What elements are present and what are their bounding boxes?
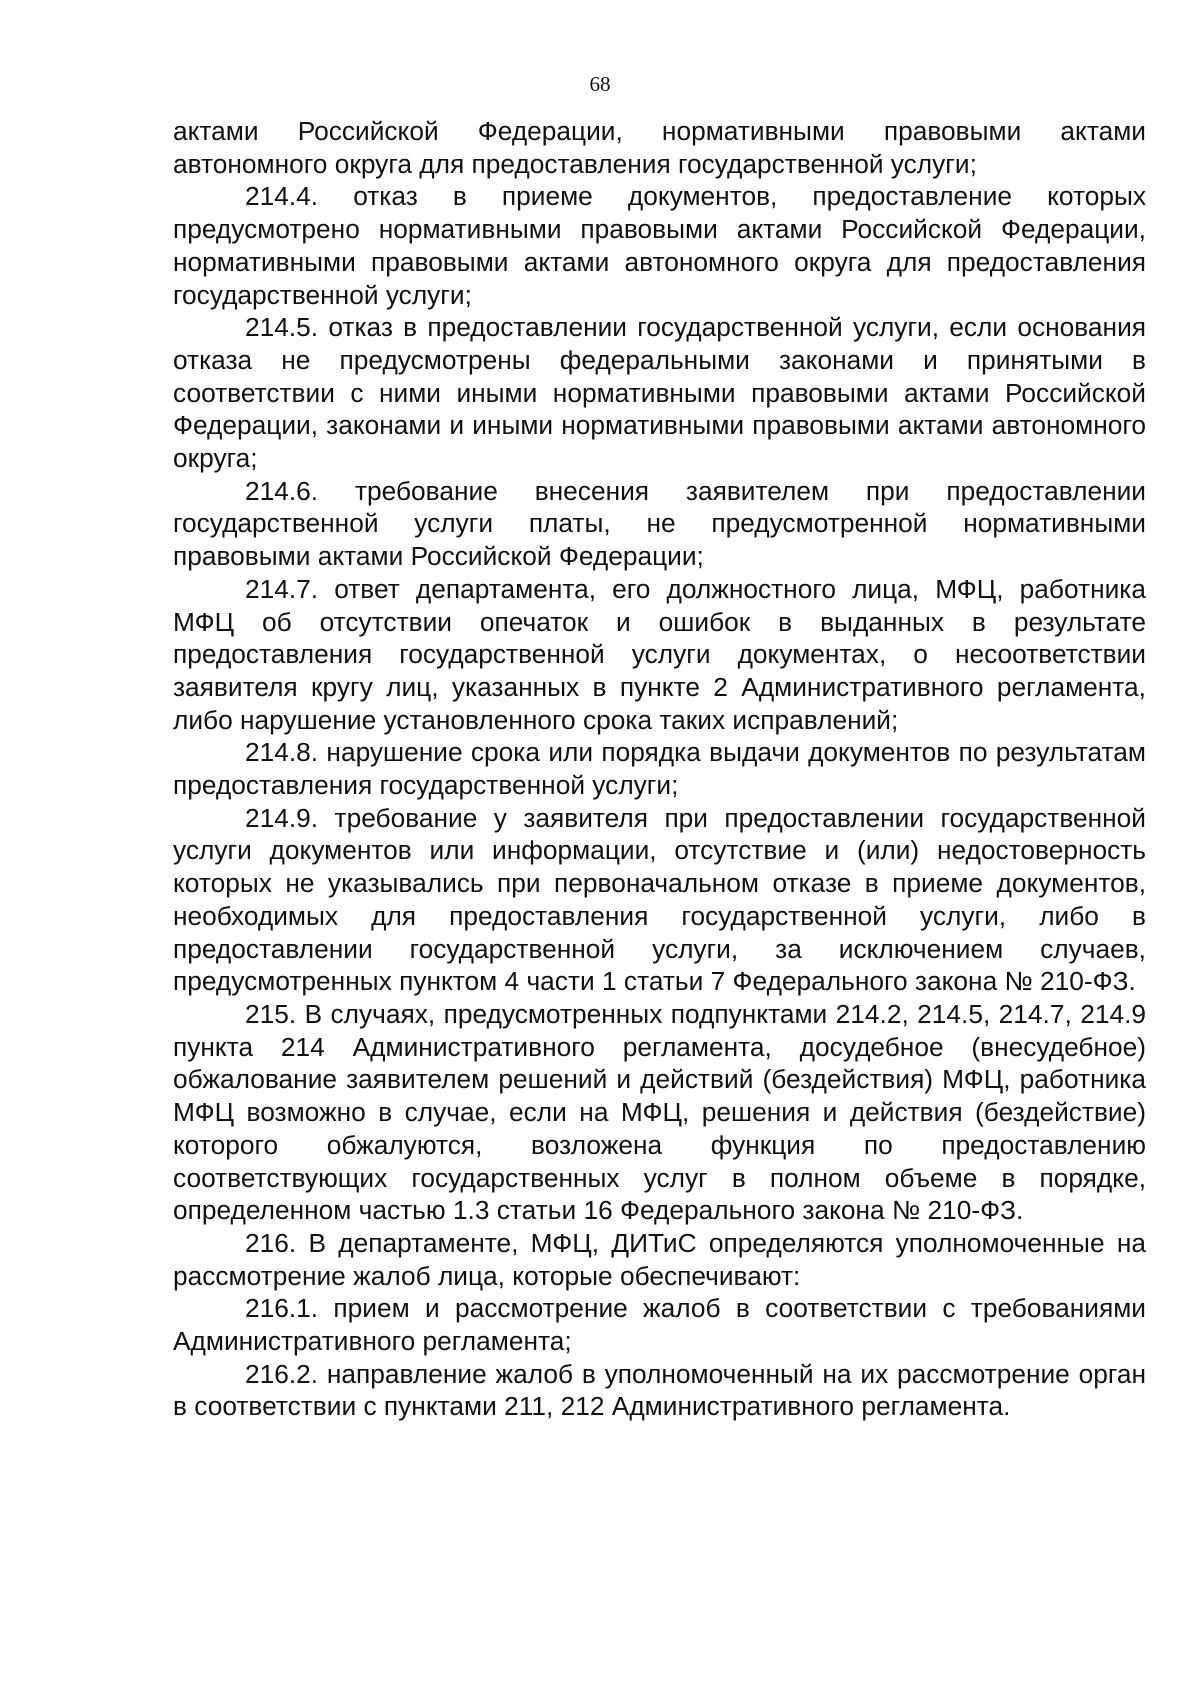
paragraph-214-6: 214.6. требование внесения заявителем при предоставлении государственной услуги платы, не предусмотренной нормативными правовыми актами Российской Федерации;: [173, 475, 1146, 572]
paragraph-214-7: 214.7. ответ департамента, его должностного лица, МФЦ, работника МФЦ об отсутствии опечаток и ошибок в выданных в результате предоставления государственной услуги документах, о несоответствии заявителя кругу лиц, указанных в пункте 2 Административного регламента, либо нарушение установленного срока таких исправлений;: [173, 573, 1146, 735]
paragraph-214-9: 214.9. требование у заявителя при предоставлении государственной услуги документов или информации, отсутствие и (или) недостоверность которых не указывались при первоначальном отказе в приеме документов, необходимых для предоставления государственной услуги, либо в предоставлении государственной услуги, за исключением случаев, предусмотренных пунктом 4 части 1 статьи 7 Федерального закона № 210-ФЗ.: [173, 802, 1146, 997]
document-body: [173, 115, 1146, 1423]
paragraph-215: 215. В случаях, предусмотренных подпунктами 214.2, 214.5, 214.7, 214.9 пункта 214 Административного регламента, досудебное (внесудебное) обжалование заявителем решений и действий (бездействия) МФЦ, работника МФЦ возможно в случае, если на МФЦ, решения и действия (бездействие) которого обжалуются, возложена функция по предоставлению соответствующих государственных услуг в полном объеме в порядке, определенном частью 1.3 статьи 16 Федерального закона № 210-ФЗ.: [173, 998, 1146, 1226]
paragraph-214-4: 214.4. отказ в приеме документов, предоставление которых предусмотрено нормативными правовыми актами Российской Федерации, нормативными правовыми актами автономного округа для предоставления государственной услуги;: [173, 181, 1146, 310]
paragraph-216-2: 216.2. направление жалоб в уполномоченный на их рассмотрение орган в соответствии с пунктами 211, 212 Административного регламента.: [173, 1358, 1146, 1422]
paragraph-216: 216. В департаменте, МФЦ, ДИТиС определяются уполномоченные на рассмотрение жалоб лица, которые обеспечивают:: [173, 1227, 1146, 1291]
paragraph-216-1: 216.1. прием и рассмотрение жалоб в соответствии с требованиями Административного регламента;: [173, 1293, 1146, 1357]
page-number: 68: [589, 72, 611, 96]
paragraph-214-5: 214.5. отказ в предоставлении государственной услуги, если основания отказа не предусмотрены федеральными законами и принятыми в соответствии с ними иными нормативными правовыми актами Российской Федерации, законами и иными нормативными правовыми актами автономного округа;: [173, 312, 1146, 474]
paragraph-continuation: актами Российской Федерации, нормативными правовыми актами автономного округа для предоставления государственной услуги;: [173, 116, 1146, 179]
paragraph-214-8: 214.8. нарушение срока или порядка выдачи документов по результатам предоставления государственной услуги;: [173, 737, 1146, 801]
